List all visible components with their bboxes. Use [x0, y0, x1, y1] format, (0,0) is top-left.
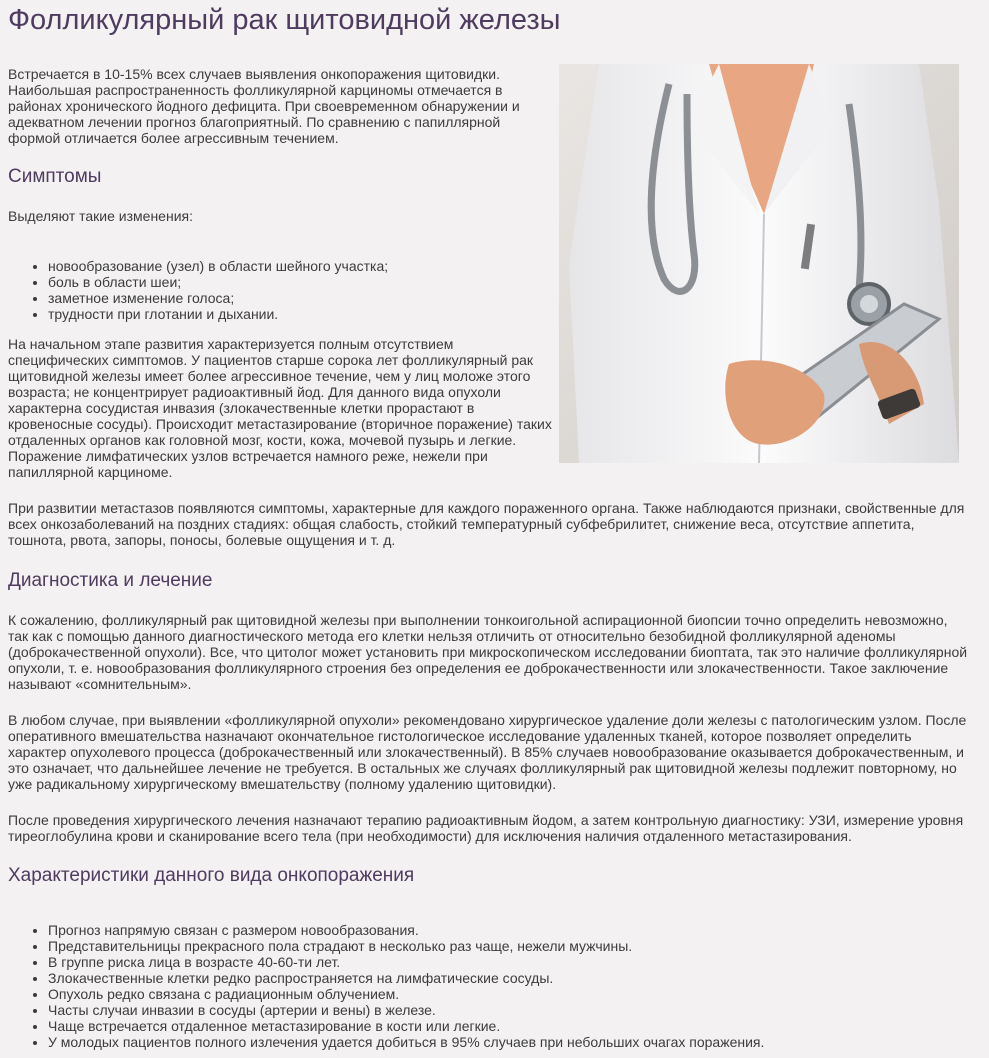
symptoms-heading: Симптомы — [8, 166, 102, 187]
diagnostics-paragraph-1: К сожалению, фолликулярный рак щитовидной железы при выполнении тонкоигольной аспирационной биопсии точно определить невозможно, так как с помощью данного диагностического метода его клетки нельзя отличить от относительно безобидной фолликулярной аденомы (доброкачественной опухоли). Все, что цитолог может установить при микроскопическом исследовании биоптата, так это наличие фолликулярной опухоли, т. е. новообразования фолликулярного строения без определения ее доброкачественности или злокачественности. Такое заключение называют «сомнительным». — [8, 612, 968, 692]
list-item: • Представительницы прекрасного пола страдают в несколько раз чаще, нежели мужчины. — [48, 938, 764, 954]
list-item: • Чаще встречается отдаленное метастазирование в кости или легкие. — [48, 1018, 764, 1034]
list-item: • боль в области шеи; — [48, 274, 388, 290]
symptoms-list — [8, 258, 388, 322]
page-title: Фолликулярный рак щитовидной железы — [8, 4, 561, 36]
list-item: • заметное изменение голоса; — [48, 290, 388, 306]
list-item: • трудности при глотании и дыхании. — [48, 306, 388, 322]
characteristics-list — [8, 922, 764, 1050]
symptoms-paragraph-2: При развитии метастазов появляются симптомы, характерные для каждого пораженного органа. Также наблюдаются признаки, свойственные для всех онкозаболеваний на поздних стадиях: общая слабость, стойкий температурный субфебрилитет, снижение веса, отсутствие аппетита, тошнота, рвота, запоры, поносы, болевые ощущения и т. д. — [8, 500, 965, 548]
symptoms-lead: Выделяют такие изменения: — [8, 208, 193, 224]
list-item: • Опухоль редко связана с радиационным облучением. — [48, 986, 764, 1002]
symptoms-paragraph-1: На начальном этапе развития характеризуется полным отсутствием специфических симптомов. У пациентов старше сорока лет фолликулярный рак щитовидной железы имеет более агрессивное течение, чем у лиц моложе этого возраста; не концентрирует радиоактивный йод. Для данного вида опухоли характерна сосудистая инвазия (злокачественные клетки прорастают в кровеносные сосуды). Происходит метастазирование (вторичное поражение) таких отдаленных органов как головной мозг, кости, кожа, мочевой пузырь и легкие. Поражение лимфатических узлов встречается намного реже, нежели при папиллярной карциноме. — [8, 336, 552, 480]
intro-paragraph: Встречается в 10-15% всех случаев выявления онкопоражения щитовидки. Наибольшая распространенность фолликулярной карциномы отмечается в районах хронического йодного дефицита. При своевременном обнаружении и адекватном лечении прогноз благоприятный. По сравнению с папиллярной формой отличается более агрессивным течением. — [8, 66, 520, 146]
list-item: • Злокачественные клетки редко распространяется на лимфатические сосуды. — [48, 970, 764, 986]
diagnostics-paragraph-2: В любом случае, при выявлении «фолликулярной опухоли» рекомендовано хирургическое удаление доли железы с патологическим узлом. После оперативного вмешательства назначают окончательное гистологическое исследование удаленных тканей, которое позволяет определить характер опухолевого процесса (доброкачественный или злокачественный). В 85% случаев новообразование оказывается доброкачественным, и это означает, что дальнейшее лечение не требуется. В остальных же случаях фолликулярный рак щитовидной железы подлежит повторному, но уже радикальному хирургическому вмешательству (полному удалению щитовидки). — [8, 712, 967, 792]
list-item: • В группе риска лица в возрасте 40-60-ти лет. — [48, 954, 764, 970]
list-item: • Часты случаи инвазии в сосуды (артерии и вены) в железе. — [48, 1002, 764, 1018]
doctor-illustration — [559, 64, 959, 463]
list-item: • У молодых пациентов полного излечения удается добиться в 95% случаев при небольших очагах поражения. — [48, 1034, 764, 1050]
list-item: • новообразование (узел) в области шейного участка; — [48, 258, 388, 274]
diagnostics-heading: Диагностика и лечение — [8, 570, 213, 591]
doctor-photo — [559, 64, 959, 463]
diagnostics-paragraph-3: После проведения хирургического лечения назначают терапию радиоактивным йодом, а затем контрольную диагностику: УЗИ, измерение уровня тиреоглобулина крови и сканирование всего тела (при необходимости) для исключения наличия отдаленного метастазирования. — [8, 812, 964, 844]
characteristics-heading: Характеристики данного вида онкопоражения — [8, 865, 415, 886]
list-item: • Прогноз напрямую связан с размером новообразования. — [48, 922, 764, 938]
